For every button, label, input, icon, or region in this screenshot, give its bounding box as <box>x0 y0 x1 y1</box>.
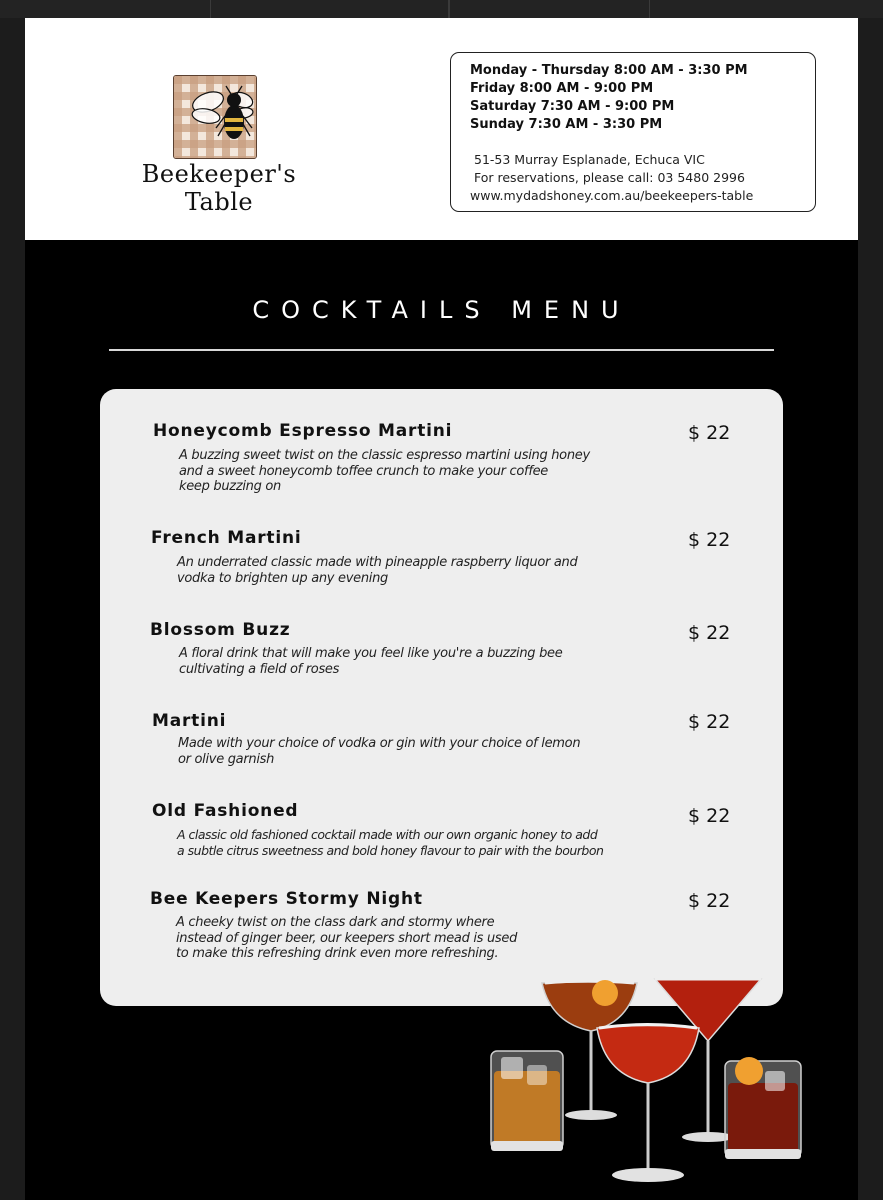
title-divider <box>109 349 774 351</box>
item-description: An underrated classic made with pineapple raspberry liquor and vodka to brighten up any evening <box>177 555 578 586</box>
hours-saturday: Saturday 7:30 AM - 9:00 PM <box>470 99 675 114</box>
address: 51-53 Murray Esplanade, Echuca VIC <box>474 152 705 167</box>
brand-name: Beekeeper's Table <box>141 160 297 216</box>
item-price: $ 22 <box>688 711 731 733</box>
bee-on-gingham-icon <box>173 75 257 159</box>
coupe-glass-center <box>597 1025 699 1183</box>
hours-friday: Friday 8:00 AM - 9:00 PM <box>470 81 654 96</box>
background-page-edge <box>448 0 650 18</box>
item-description: A classic old fashioned cocktail made with our own organic honey to add a subtle citrus sweetness and bold honey flavour to pair with the bourbon <box>177 827 604 858</box>
item-name: Honeycomb Espresso Martini <box>153 421 453 441</box>
reservations-phone: For reservations, please call: 03 5480 2996 <box>474 170 745 185</box>
item-price: $ 22 <box>688 805 731 827</box>
menu-title: COCKTAILS MENU <box>252 296 631 324</box>
item-price: $ 22 <box>688 529 731 551</box>
hours-sunday: Sunday 7:30 AM - 3:30 PM <box>470 117 663 132</box>
item-name: French Martini <box>151 528 302 548</box>
item-description: A buzzing sweet twist on the classic espresso martini using honey and a sweet honeycomb toffee crunch to make your coffee keep buzzing on <box>179 448 590 494</box>
cocktail-list-card <box>100 389 783 1006</box>
item-name: Blossom Buzz <box>150 620 291 640</box>
website-link[interactable]: www.mydadshoney.com.au/beekeepers-table <box>470 188 754 203</box>
rocks-glass-right <box>725 1057 801 1159</box>
item-description: A cheeky twist on the class dark and stormy where instead of ginger beer, our keepers short mead is used to make this refreshing drink even more refreshing. <box>176 915 518 961</box>
hours-weekdays: Monday - Thursday 8:00 AM - 3:30 PM <box>470 63 748 78</box>
hours-info-box <box>450 52 816 212</box>
background-page-edge <box>210 0 450 18</box>
item-name: Martini <box>152 711 227 731</box>
item-name: Old Fashioned <box>152 801 299 821</box>
item-price: $ 22 <box>688 422 731 444</box>
item-description: A floral drink that will make you feel like you're a buzzing bee cultivating a field of roses <box>179 646 563 677</box>
item-price: $ 22 <box>688 622 731 644</box>
item-description: Made with your choice of vodka or gin with your choice of lemon or olive garnish <box>178 736 581 767</box>
top-strip <box>0 0 883 18</box>
item-name: Bee Keepers Stormy Night <box>150 889 423 909</box>
menu-page <box>25 18 858 1200</box>
item-price: $ 22 <box>688 890 731 912</box>
menu-header <box>25 18 858 240</box>
cocktail-glasses-illustration <box>487 953 807 1193</box>
rocks-glass-left <box>491 1051 563 1151</box>
